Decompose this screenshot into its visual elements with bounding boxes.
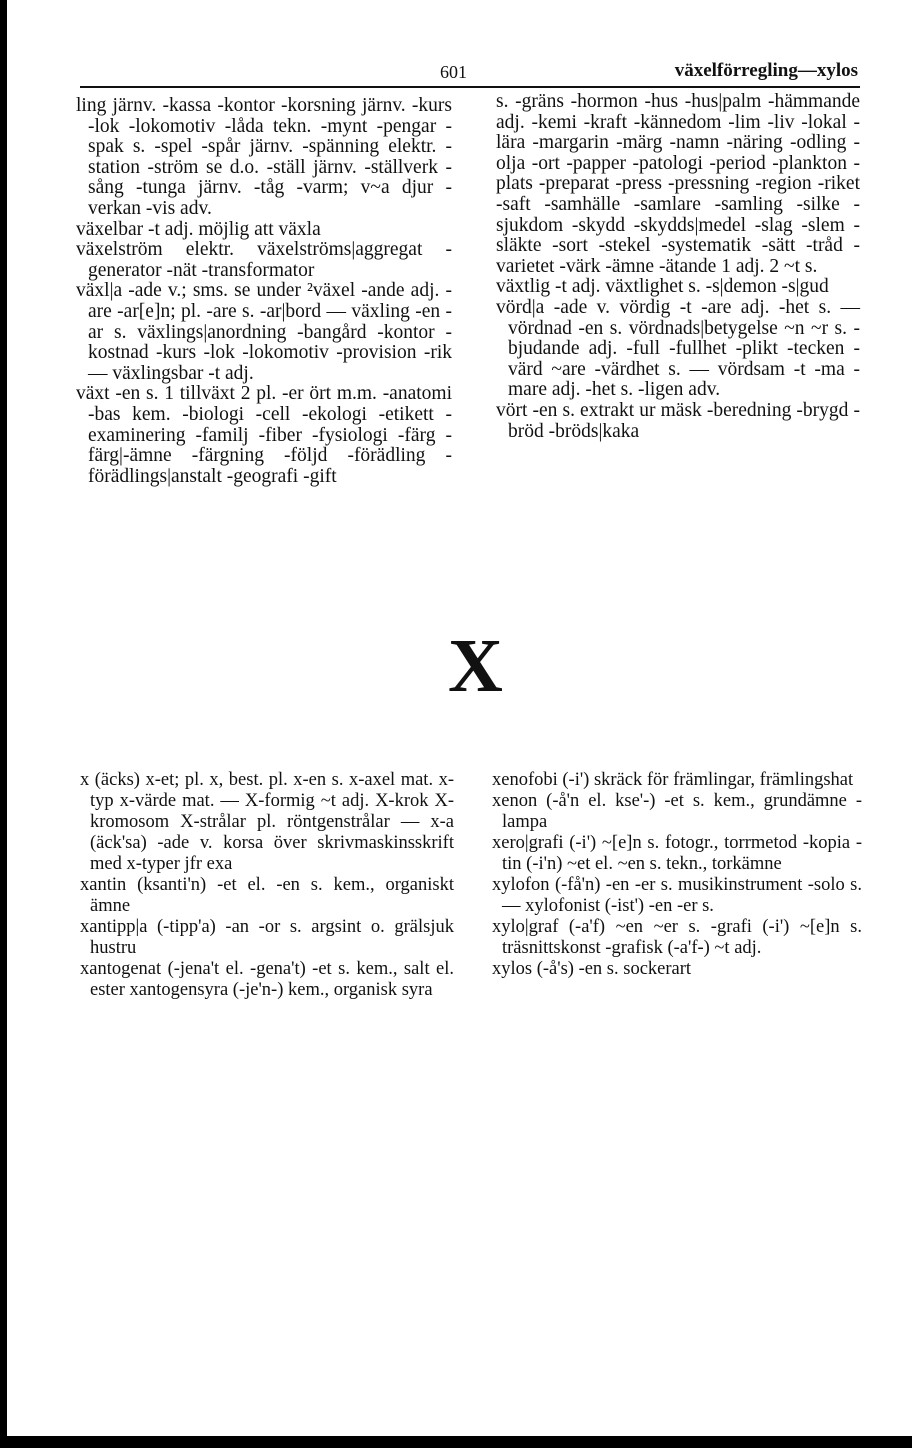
scan-left-border bbox=[0, 0, 7, 1448]
entry-x: x (äcks) x-et; pl. x, best. pl. x-en s. x-axel mat. x-typ x-värde mat. — X-formig ~t adj. X-krok X-kromosom X-strålar pl. röntgenstrålar — x-a (äck'sa) -ade v. korsa över skrivmaskinsskrift med x-typer jfr exa bbox=[80, 770, 454, 874]
entry-xerografi: xero|grafi (-i') ~[e]n s. fotogr., torrmetod -kopia -tin (-i'n) ~et el. ~en s. tekn., torkämne bbox=[492, 833, 862, 874]
entry-vaxtlig: växtlig -t adj. växtlighet s. -s|demon -s|gud bbox=[496, 276, 829, 298]
entry-vaxt: växt -en s. 1 tillväxt 2 pl. -er ört m.m. -anatomi -bas kem. -biologi -cell -ekologi -etikett -examinering -familj -fiber -fysiologi -färg -färg|-ämne -färgning -följd -förädling -förädlings|anstalt -geografi -gift bbox=[76, 383, 452, 487]
entry-xylos: xylos (-å's) -en s. sockerart bbox=[492, 959, 692, 979]
entry-paragraph: s. -gräns -hormon -hus -hus|palm -hämmande adj. -kemi -kraft -kännedom -lim -liv -lokal -lära -margarin -märg -namn -näring -odling -olja -ort -papper -patologi -period -plankton -plats -preparat -press -pressning -region -riket -saft -samhälle -samlare -samling -silke -sjukdom -skydd -skydds|medel -slag -slem -släkte -sort -stekel -systematik -sätt -tråd -varietet -värk -ämne -ätande 1 adj. 2 ~t s. bbox=[496, 91, 860, 277]
entry-xenofobi: xenofobi (-i') skräck för främlingar, främlingshat bbox=[492, 770, 854, 790]
entry-xylograf: xylo|graf (-a'f) ~en ~er s. -grafi (-i') ~[e]n s. träsnittskonst -grafisk (-a'f-) ~t adj. bbox=[492, 917, 862, 958]
entry-vaxelbar: växelbar -t adj. möjlig att växla bbox=[76, 218, 321, 240]
entry-xenon: xenon (-å'n el. kse'-) -et s. kem., grundämne -lampa bbox=[492, 791, 862, 832]
scan-bottom-border bbox=[0, 1436, 912, 1448]
entry-paragraph: ling järnv. -kassa -kontor -korsning järnv. -kurs -lok -lokomotiv -låda tekn. -mynt -pengar -spak s. -spel -spår järnv. -spänning elektr. -station -ström se d.o. -ställ järnv. -ställverk -sång -tunga järnv. -tåg -varm; v~a djur -verkan -vis adv. bbox=[76, 95, 452, 219]
column-left-top bbox=[76, 96, 452, 487]
page-number: 601 bbox=[440, 62, 467, 82]
entry-vaxla: växl|a -ade v.; sms. se under ²växel -ande adj. -are -ar[e]n; pl. -are s. -ar|bord — växling -en -ar s. växlings|anordning -bangård -kontor -kostnad -kurs -lok -lokomotiv -provision -rik — växlingsbar -t adj. bbox=[76, 280, 452, 384]
entry-xantin: xantin (ksanti'n) -et el. -en s. kem., organiskt ämne bbox=[80, 875, 454, 916]
column-right-bottom bbox=[492, 770, 862, 980]
entry-xantogenat: xantogenat (-jena't el. -gena't) -et s. kem., salt el. ester xantogensyra (-je'n-) kem., organisk syra bbox=[80, 959, 454, 1000]
entry-vaxelstrom: växelström elektr. växelströms|aggregat -generator -nät -transformator bbox=[76, 239, 452, 281]
entry-vorda: vörd|a -ade v. vördig -t -are adj. -het s. — vördnad -en s. vördnads|betygelse ~n ~r s. -bjudande adj. -full -fullhet -plikt -tecken -värd ~are -värdhet s. — vördsam -t -ma -mare adj. -het s. -ligen adv. bbox=[496, 296, 860, 401]
header-rule bbox=[80, 86, 860, 88]
column-right-top bbox=[496, 92, 860, 442]
entry-xantippa: xantipp|a (-tipp'a) -an -or s. argsint o. grälsjuk hustru bbox=[80, 917, 454, 958]
running-head: växelförregling—xylos bbox=[674, 60, 858, 81]
entry-xylofon: xylofon (-få'n) -en -er s. musikinstrument -solo s. — xylofonist (-ist') -en -er s. bbox=[492, 875, 862, 916]
entry-vort: vört -en s. extrakt ur mäsk -beredning -brygd -bröd -bröds|kaka bbox=[496, 399, 860, 442]
section-letter-heading: X bbox=[448, 624, 503, 708]
column-left-bottom bbox=[80, 770, 454, 1001]
